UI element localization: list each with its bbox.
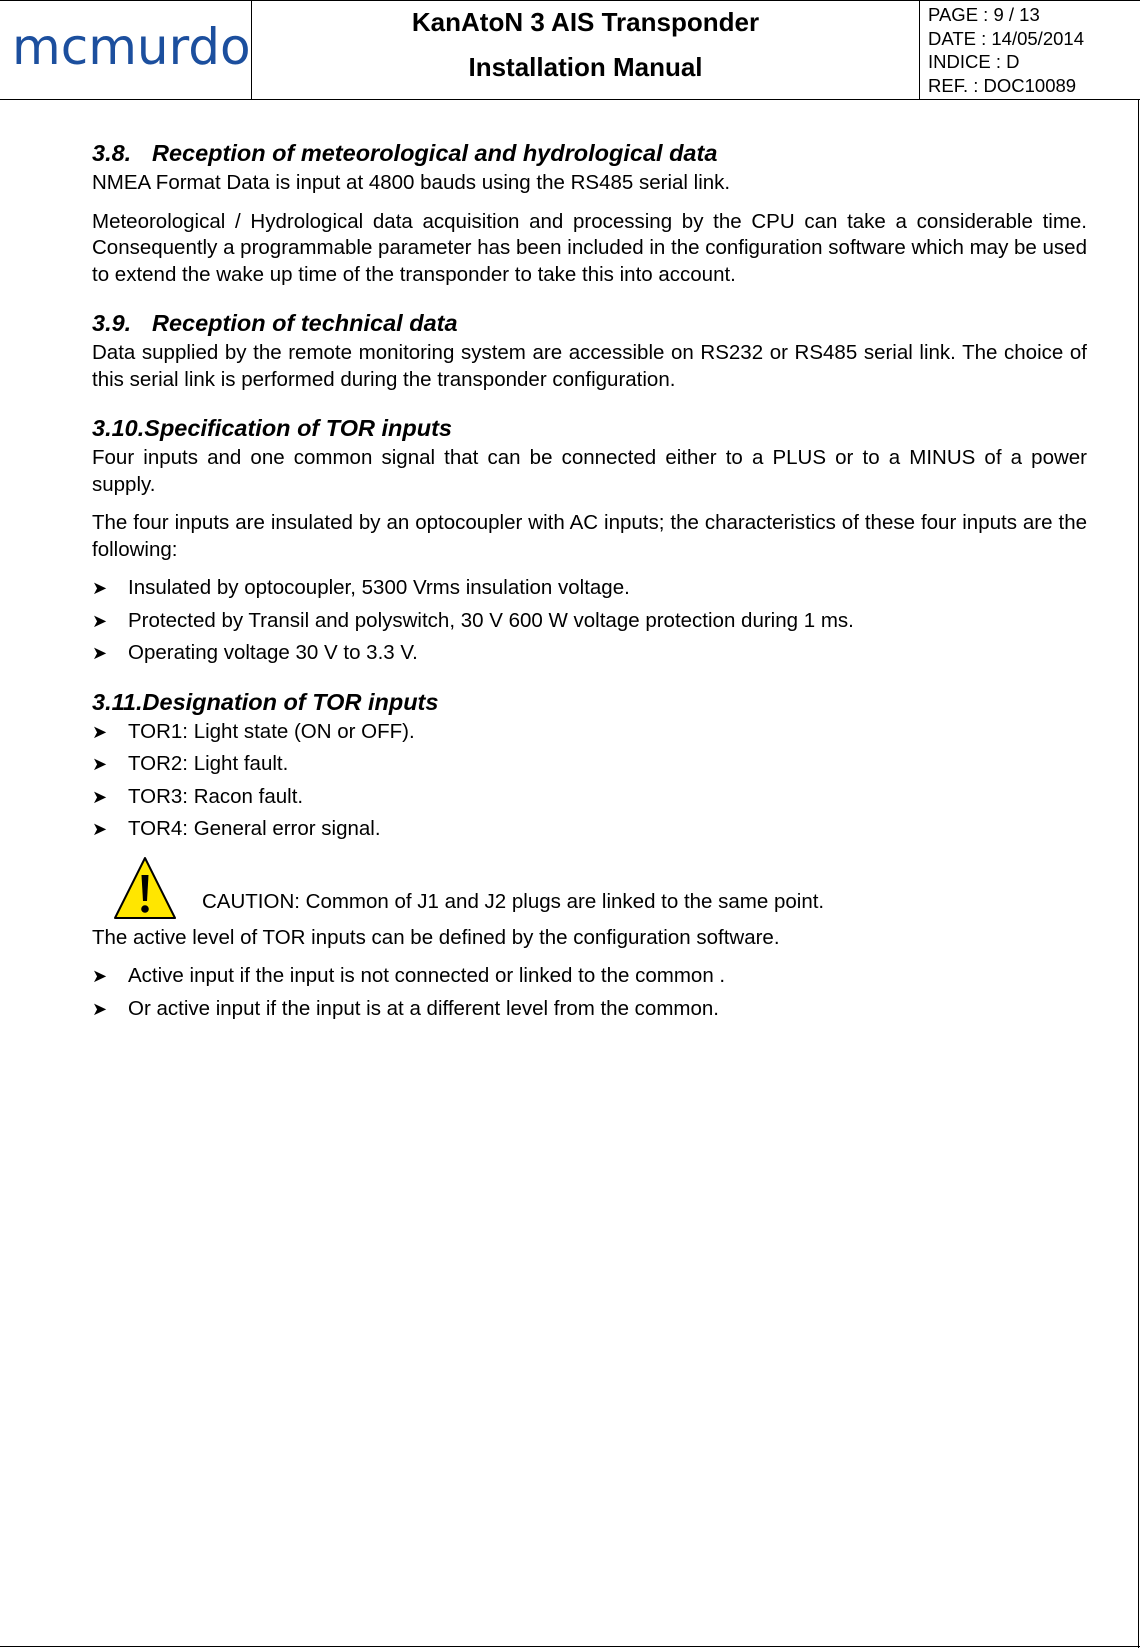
page-border-bottom: [0, 1646, 1140, 1647]
caution-note: [92, 855, 1087, 925]
section-title: Designation of TOR inputs: [142, 688, 439, 715]
arrow-bullet-icon: ➤: [92, 819, 108, 839]
section-heading-3-8: [92, 138, 1087, 168]
document-body: [92, 138, 1087, 1022]
paragraph: Data supplied by the remote monitoring system are accessible on RS232 or RS485 serial link. The choice of this serial link is performed during the transponder configuration.: [92, 341, 1087, 391]
section-number: 3.9.: [92, 310, 132, 336]
list-item: ➤ Insulated by optocoupler, 5300 Vrms insulation voltage.: [92, 575, 1087, 602]
document-title: KanAtoN 3 AIS Transponder: [411, 7, 760, 37]
paragraph: The active level of TOR inputs can be defined by the configuration software.: [92, 925, 780, 949]
arrow-bullet-icon: ➤: [92, 578, 108, 598]
arrow-bullet-icon: ➤: [92, 786, 108, 807]
arrow-bullet-icon: ➤: [92, 643, 108, 663]
caution-text: CAUTION: Common of J1 and J2 plugs are linked to the same point.: [202, 889, 825, 913]
arrow-bullet-icon: ➤: [92, 721, 108, 742]
list-item: ➤ TOR3: Racon fault.: [92, 784, 1087, 811]
paragraph: Meteorological / Hydrological data acquisition and processing by the CPU can take a considerable time. Consequently a programmable parameter has been included in the configuration software which may be used to extend the wake up time of the transponder to take this into account.: [92, 209, 1087, 286]
section-number: 3.8.: [92, 140, 132, 166]
company-logo: mcmurdo: [12, 18, 251, 76]
list-item: ➤ Operating voltage 30 V to 3.3 V.: [92, 640, 1087, 667]
warning-triangle-icon: [112, 855, 178, 921]
list-item: ➤ TOR4: General error signal.: [92, 816, 1087, 843]
page-number: PAGE : 9 / 13: [928, 4, 1040, 25]
section-heading-3-10: [92, 413, 1087, 443]
page-border-right: [1138, 100, 1139, 1648]
logo-cell: [0, 1, 252, 100]
meta-cell: [920, 1, 1140, 100]
list-item: ➤ TOR1: Light state (ON or OFF).: [92, 719, 1087, 746]
section-title: Reception of technical data: [152, 310, 458, 336]
list-item: ➤ TOR2: Light fault.: [92, 751, 1087, 778]
document-subtitle: Installation Manual: [468, 52, 703, 82]
section-number: 3.10.: [92, 415, 145, 441]
section-heading-3-9: [92, 308, 1087, 338]
arrow-bullet-icon: ➤: [92, 610, 108, 631]
list-item: ➤ Active input if the input is not connected or linked to the common .: [92, 963, 1087, 990]
document-header: [0, 0, 1140, 100]
document-indice: INDICE : D: [928, 51, 1020, 72]
section-heading-3-11: [92, 687, 1087, 717]
section-number: 3.11.: [92, 688, 143, 715]
list-item: ➤ Or active input if the input is at a different level from the common.: [92, 996, 1087, 1023]
document-ref: REF. : DOC10089: [928, 74, 1077, 96]
paragraph: The four inputs are insulated by an optocoupler with AC inputs; the characteristics of these four inputs are the following:: [92, 511, 1087, 561]
arrow-bullet-icon: ➤: [92, 966, 108, 986]
document-date: DATE : 14/05/2014: [928, 27, 1084, 49]
paragraph: NMEA Format Data is input at 4800 bauds using the RS485 serial link.: [92, 171, 731, 194]
section-title: Specification of TOR inputs: [144, 415, 452, 441]
paragraph: Four inputs and one common signal that can be connected either to a PLUS or to a MINUS of a power supply.: [92, 446, 1087, 496]
arrow-bullet-icon: ➤: [92, 754, 108, 774]
list-item: ➤ Protected by Transil and polyswitch, 30 V 600 W voltage protection during 1 ms.: [92, 608, 1087, 635]
title-cell: [252, 1, 920, 100]
arrow-bullet-icon: ➤: [92, 998, 108, 1019]
section-title: Reception of meteorological and hydrological data: [152, 140, 718, 166]
